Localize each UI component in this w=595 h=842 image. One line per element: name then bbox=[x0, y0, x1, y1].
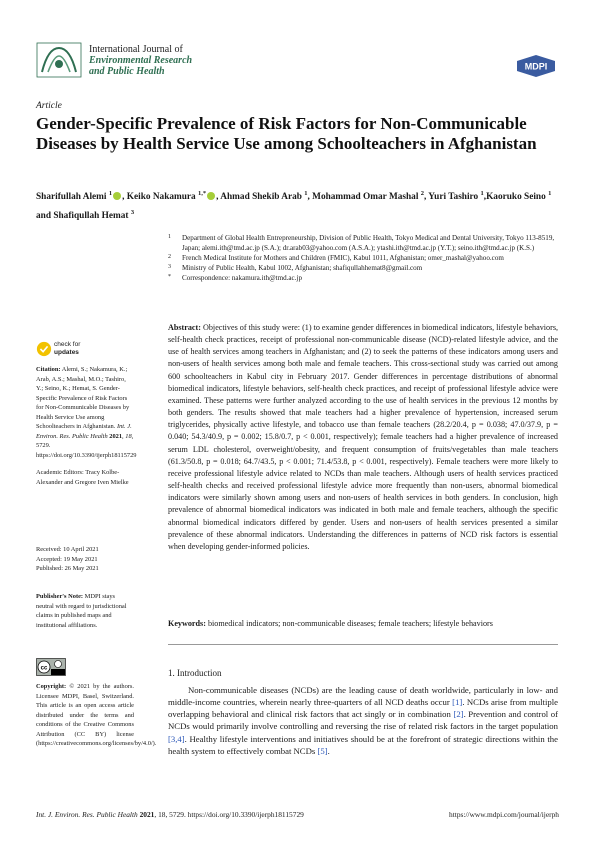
keywords bbox=[168, 618, 558, 630]
journal-logo-icon bbox=[36, 42, 82, 78]
section-heading-introduction: 1. Introduction bbox=[168, 668, 222, 678]
citation-link-4[interactable]: [5] bbox=[317, 745, 328, 756]
footer-doi[interactable]: , 18, 5729. https://doi.org/10.3390/ijerph18115729 bbox=[154, 810, 304, 819]
keywords-text: biomedical indicators; non-communicable diseases; female teachers; lifestyle behaviors bbox=[207, 619, 493, 628]
affiliation-number: 2 bbox=[168, 254, 171, 260]
citation-volume: 18 bbox=[125, 432, 132, 440]
copyright-label: Copyright: bbox=[36, 683, 67, 690]
footer-journal-url[interactable]: https://www.mdpi.com/journal/ijerph bbox=[449, 810, 559, 819]
article-title: Gender-Specific Prevalence of Risk Factors for Non-Communicable Diseases by Health Service Use among Schoolteachers in Afghanistan bbox=[36, 114, 537, 153]
author-name[interactable]: Sharifullah Alemi bbox=[36, 192, 109, 203]
footer-journal: Int. J. Environ. Res. Public Health bbox=[36, 810, 138, 819]
abstract bbox=[168, 322, 558, 553]
check-for-updates-line1: check for bbox=[54, 341, 81, 348]
footer-citation bbox=[36, 810, 304, 819]
check-for-updates[interactable] bbox=[54, 341, 80, 356]
citation-block: Citation: Alemi, S.; Nakamura, K.; Arab, A.S.; Mashal, M.O.; Tashiro, Y.; Seino, K.; Hemat, S. Gender-Specific Prevalence of Risk Factors for Non-Communicable Diseases by Health Service Use among Schoolteachers in Afghanistan. Int. J. Environ. Res. Public Health 2021, 18, 5729. https://doi.org/10.3390/ijerph18115729 bbox=[36, 366, 137, 459]
citation-label: Citation: bbox=[36, 366, 61, 373]
affiliation-item bbox=[168, 263, 560, 273]
orcid-icon[interactable] bbox=[207, 192, 215, 200]
author-affiliation-mark: 1 bbox=[480, 190, 484, 197]
dates-block bbox=[36, 545, 134, 574]
journal-name-line2: Environmental Research bbox=[89, 55, 193, 66]
journal-name-line3: and Public Health bbox=[89, 66, 165, 77]
date-accepted: Accepted: 19 May 2021 bbox=[36, 555, 98, 563]
affiliation-text: French Medical Institute for Mothers and Children (FMIC), Kabul 1011, Afghanistan; omer_mashal@yahoo.com bbox=[182, 254, 504, 262]
author-name[interactable]: Mohammad Omar Mashal bbox=[312, 192, 421, 203]
abstract-text: Objectives of this study were: (1) to examine gender differences in biomedical indicators, lifestyle behaviors, self-health check practices, receipt of professional non-communicable disease (NCD)-related lifestyle advice, and the use of health services among teachers in Afghanistan; and (2) to seek the patterns of these indicators among users and non-users of health services among both male and female teachers. This cross-sectional study was carried out among 600 schoolteachers in Kabul city in February 2017. Gender differences in percentage distributions of abnormal biomedical indicators, lifestyle behaviors, self-health check practices, and receipt of professional lifestyle advice were examined. These patterns were further analyzed according to the use of health services in the previous 12 months by both genders. The results showed that male teachers had a higher prevalence of hypertension, increased serum triglycerides, physically active lifestyle, and tobacco use than female teachers (28.2/20.4, p = 0.038; 47.0/37.9, p = 0.040; 54.3/40.9, p = 0.002; 15.8/0.7, p < 0.001, respectively); female teachers had a higher prevalence of increased serum LDL cholesterol, overweight/obesity, and frequent consumption of fruits/vegetables than male teachers (61.3/50.8, p = 0.018; 64.7/43.5, p < 0.001; 71.4/53.8, p < 0.001, respectively). Female teachers were more likely to receive professional lifestyle advice related to NCDs than male teachers. Although users of health services practiced self-health checks and received professional lifestyle advice more frequently than non-users, abnormal biomedical indicators were similarly shown among users and non-users of health services in both genders. In conclusion, high prevalence of abnormal biomedical indicators was indicated in both male and female teachers, although the specific abnormal biomedical indicators differed by gender. Users and non-users of health services presented a similar prevalence of these abnormal indicators. Understanding the differences in patterns of NCD risk factors is essential when developing gender-informed policies. bbox=[168, 323, 559, 551]
affiliation-item bbox=[168, 253, 560, 263]
mdpi-logo-text: MDPI bbox=[524, 61, 548, 72]
article-type: Article bbox=[36, 101, 62, 111]
date-received: Received: 10 April 2021 bbox=[36, 546, 99, 553]
mdpi-logo-icon bbox=[515, 54, 557, 78]
author-list: Sharifullah Alemi $^1$ , Keiko Nakamura $^{1,*}$ , Ahmad Shekib Arab $^1$, Mohammad Omar Mashal $^2$, Yuri Tashiro $^1$,Kaoruko Seino $^1$ and Shafiqullah Hemat $^3$ bbox=[36, 190, 552, 222]
author-name[interactable]: Ahmad Shekib Arab bbox=[220, 192, 305, 203]
intro-text-3: . Prevention and control of NCDs would primarily involve controlling and reversing the rise of related risk factors in the target population bbox=[168, 709, 559, 732]
citation-link-1[interactable]: [1] bbox=[452, 697, 463, 708]
affiliations bbox=[168, 233, 560, 283]
journal-name-line1: International Journal of bbox=[89, 44, 183, 55]
publisher-note-text: MDPI stays neutral with regard to jurisdictional claims in published maps and institutional affiliations. bbox=[36, 593, 127, 629]
cc-by-label bbox=[36, 671, 48, 677]
affiliation-text: Ministry of Public Health, Kabul 1002, Afghanistan; shafiqullahhemat8@gmail.com bbox=[182, 264, 423, 272]
publisher-note bbox=[36, 592, 134, 630]
citation-link-2[interactable]: [2] bbox=[453, 709, 464, 720]
affiliation-item bbox=[168, 233, 560, 253]
affiliation-text: Correspondence: nakamura.ith@tmd.ac.jp bbox=[182, 274, 302, 282]
affiliation-number: 1 bbox=[168, 234, 171, 240]
journal-name bbox=[89, 44, 192, 77]
affiliation-number: 3 bbox=[168, 264, 171, 270]
section-divider bbox=[168, 644, 558, 645]
citation-year: 2021 bbox=[109, 432, 123, 440]
author-affiliation-mark: 3 bbox=[130, 209, 135, 217]
footer-year: 2021 bbox=[139, 810, 155, 819]
intro-text-2: . NCDs arise from multiple overlapping behavioral and clinical risk factors that act singly or in combination bbox=[168, 697, 559, 720]
affiliation-number: * bbox=[168, 274, 171, 280]
affiliation-item bbox=[168, 273, 560, 283]
check-for-updates-icon[interactable] bbox=[36, 340, 52, 358]
citation-text: Alemi, S.; Nakamura, K.; Arab, A.S.; Mashal, M.O.; Tashiro, Y.; Seino, K.; Hemat, S. Gender-Specific Prevalence of Risk Factors for Non-Communicable Diseases by Health Service Use among Schoolteachers in Afghanistan. bbox=[36, 366, 130, 430]
author-affiliation-mark: 1 bbox=[304, 190, 308, 197]
author-name[interactable]: Kaoruko Seino bbox=[486, 192, 549, 203]
academic-editors: Academic Editors: Tracy Kolbe-Alexander and Gregore Iven Mielke bbox=[36, 469, 129, 486]
abstract-label: Abstract: bbox=[168, 323, 201, 332]
author-affiliation-mark: 2 bbox=[420, 190, 424, 197]
intro-text-1: Non-communicable diseases (NCDs) are the leading cause of death worldwide, particularly in low- and middle-income countries, wherein nearly three-quarters of all NCD deaths occur bbox=[168, 685, 558, 708]
orcid-icon[interactable] bbox=[113, 192, 121, 200]
date-published: Published: 26 May 2021 bbox=[36, 565, 99, 572]
author-name[interactable]: Shafiqullah Hemat bbox=[53, 211, 131, 222]
publisher-note-label: Publisher's Note: bbox=[36, 593, 84, 600]
citation-journal: Int. J. Environ. Res. Public Health bbox=[36, 423, 132, 440]
intro-text-4: . Healthy lifestyle interventions and initiatives should be at the forefront of strategic directions within the health system to effectively combat NCDs bbox=[168, 733, 558, 756]
keywords-label: Keywords: bbox=[168, 619, 206, 628]
check-for-updates-line2: updates bbox=[54, 348, 79, 356]
author-name[interactable]: Yuri Tashiro bbox=[428, 192, 481, 203]
citation-doi[interactable]: 5729. https://doi.org/10.3390/ijerph18115729 bbox=[36, 442, 137, 459]
author-affiliation-mark: 1 bbox=[108, 190, 113, 197]
citation-link-3[interactable]: [3,4] bbox=[168, 733, 185, 744]
introduction-paragraph bbox=[168, 684, 558, 757]
copyright-block bbox=[36, 682, 157, 749]
affiliation-text: Department of Global Health Entrepreneurship, Division of Public Health, Tokyo Medical and Dental University, Tokyo 113-8519, Japan; alemi.ith@tmd.ac.jp (S.A.); dr.arab03@yahoo.com (A.S.A.); ytashi.ith@tmd.ac.jp (Y.T.); seino.ith@tmd.ac.jp (K.S.) bbox=[182, 234, 555, 252]
intro-text-5: . bbox=[327, 745, 330, 756]
copyright-text: © 2021 by the authors. Licensee MDPI, Basel, Switzerland. This article is an open access article distributed under the terms and conditions of the Creative Commons Attribution (CC BY) license (https://creativecommons.org/licenses/by/4.0/). bbox=[36, 683, 157, 747]
author-affiliation-mark: 1,* bbox=[198, 190, 207, 197]
svg-text:cc: cc bbox=[40, 665, 48, 672]
author-affiliation-mark: 1 bbox=[548, 190, 552, 197]
author-name[interactable]: Keiko Nakamura bbox=[126, 192, 199, 203]
